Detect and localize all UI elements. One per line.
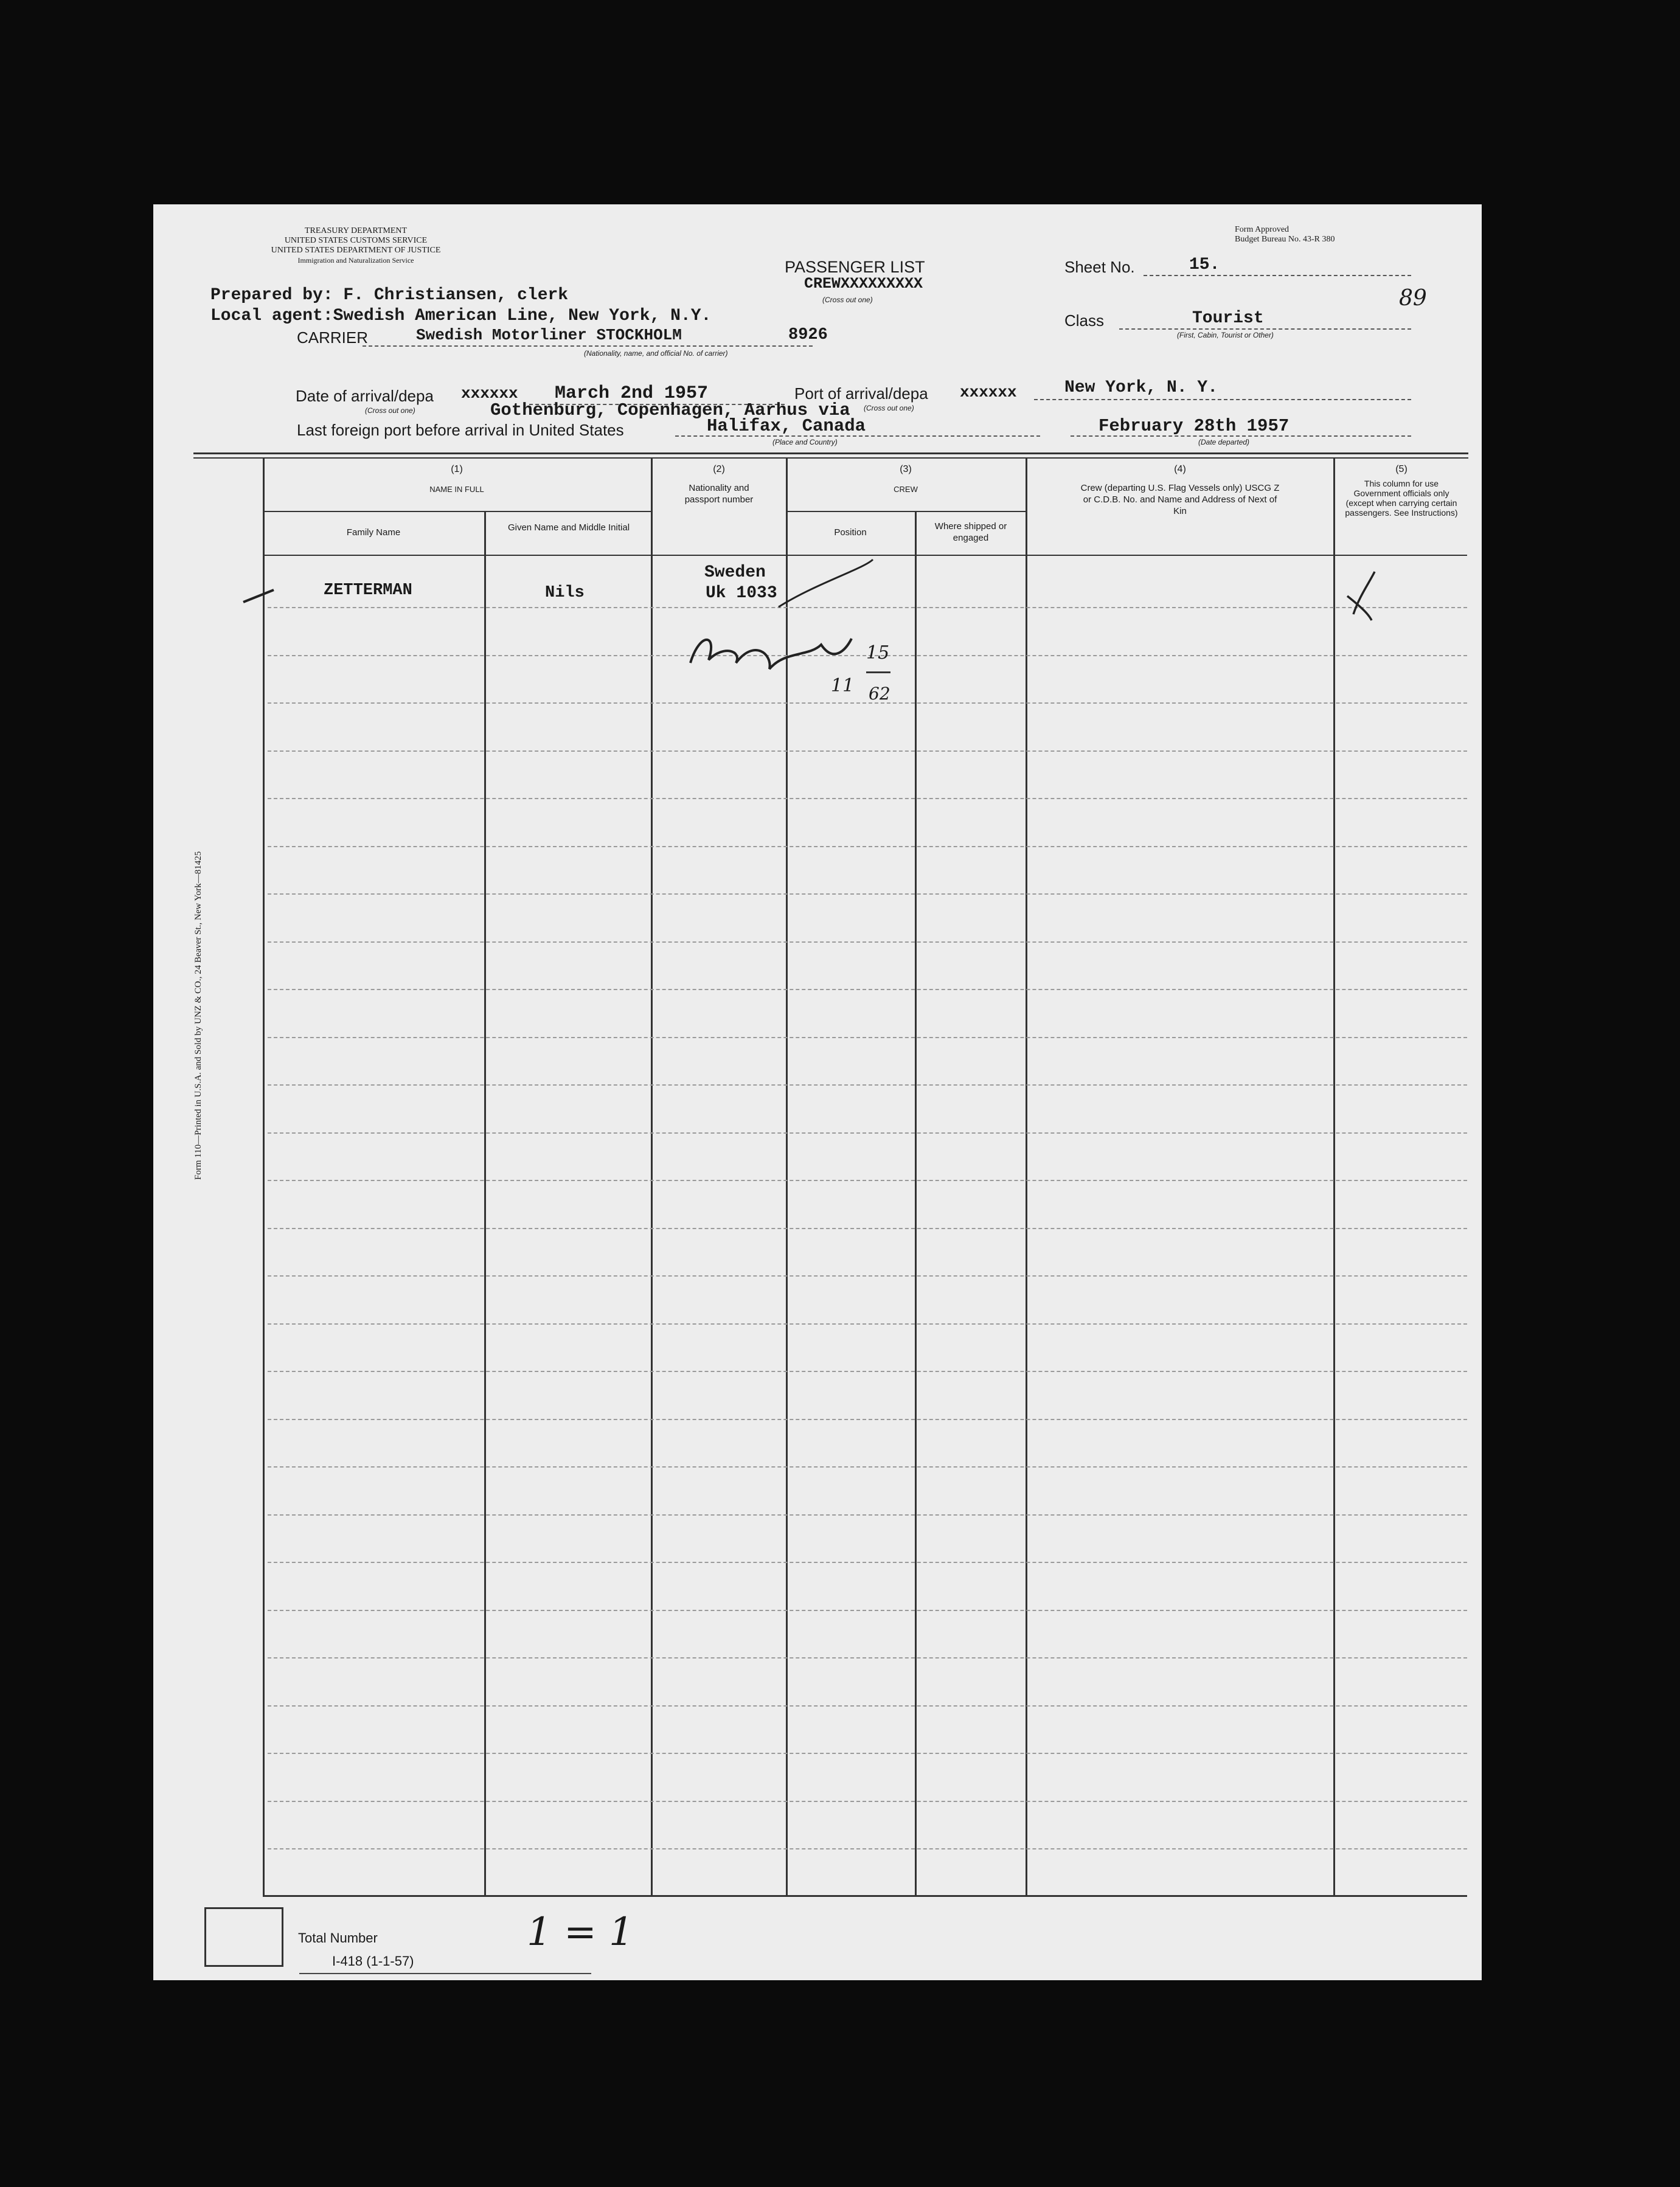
total-tally: 1 = 1 xyxy=(527,1910,634,1955)
last-port-label: Last foreign port before arrival in United States xyxy=(297,421,624,439)
table-row-rule xyxy=(268,1705,1467,1707)
fraction-bar xyxy=(866,671,890,673)
table-row-rule xyxy=(268,1466,1467,1468)
col2-number: (2) xyxy=(713,464,725,474)
col-divider-4 xyxy=(915,511,917,1896)
col2-header xyxy=(654,463,783,505)
department-block xyxy=(255,226,456,265)
col3a-header: Position xyxy=(834,527,867,538)
dept-customs: UNITED STATES CUSTOMS SERVICE xyxy=(284,236,428,245)
table-row-rule xyxy=(268,1275,1467,1277)
date-cross-hint: (Cross out one) xyxy=(365,406,415,415)
column5-mark xyxy=(1347,572,1375,620)
table-row-rule xyxy=(268,893,1467,895)
place-hint: (Place and Country) xyxy=(772,438,838,446)
table-row-rule xyxy=(268,1323,1467,1325)
carrier-number: 8926 xyxy=(788,326,828,344)
col3-number: (3) xyxy=(900,464,912,474)
date-arrival-label: Date of arrival/depa xyxy=(296,387,434,405)
cross-out-hint: (Cross out one) xyxy=(822,296,873,304)
col3-title: CREW xyxy=(894,485,918,494)
col4-title: Crew (departing U.S. Flag Vessels only) USCG Z or C.D.B. No. and Name and Address of Next of Kin xyxy=(1080,483,1280,516)
subheader-rule-1 xyxy=(263,511,651,512)
total-number-box xyxy=(204,1907,283,1967)
handwriting-marks xyxy=(237,547,1490,705)
list-title: PASSENGER LIST xyxy=(785,258,925,276)
table-row-rule xyxy=(268,1657,1467,1658)
budget-bureau-text: Budget Bureau No. 43-R 380 xyxy=(1235,235,1335,244)
date-arrival-value: March 2nd 1957 xyxy=(555,383,709,404)
port-cross-hint: (Cross out one) xyxy=(864,404,914,412)
col4-header xyxy=(1058,463,1302,517)
last-port-line1: Gothenburg, Copenhagen, Aarhus via xyxy=(490,400,850,420)
fraction-bottom: 62 xyxy=(869,684,890,704)
subheader-rule-3 xyxy=(786,511,1026,512)
carrier-label: CARRIER xyxy=(297,328,369,347)
crew-crossed: CREWXXXXXXXXX xyxy=(804,275,923,293)
signature-scribble xyxy=(690,639,852,669)
col3b-header: Where shipped or engaged xyxy=(934,521,1007,543)
fraction-mid: 11 xyxy=(831,675,855,696)
side-imprint: Form 110—Printed in U.S.A. and Sold by UNZ & CO., 24 Beaver St., New York—81425 xyxy=(193,851,203,1180)
table-row-rule xyxy=(268,1084,1467,1086)
table-row-rule xyxy=(268,1228,1467,1229)
carrier-value: Swedish Motorliner STOCKHOLM xyxy=(416,326,682,344)
table-bottom-rule xyxy=(263,1895,1467,1897)
port-arrival-value: New York, N. Y. xyxy=(1064,378,1218,397)
dept-justice: UNITED STATES DEPARTMENT OF JUSTICE xyxy=(271,246,441,255)
col-divider-1 xyxy=(484,511,486,1896)
col3-header xyxy=(786,463,1026,495)
table-top-rule xyxy=(193,452,1468,454)
last-port-line2: Halifax, Canada xyxy=(707,416,866,436)
form-approval xyxy=(1235,225,1335,244)
sheet-label: Sheet No. xyxy=(1064,258,1135,276)
footer-rule xyxy=(299,1973,591,1974)
col1a-header: Family Name xyxy=(346,527,401,538)
col5-header xyxy=(1341,463,1462,518)
total-number-label: Total Number xyxy=(298,1930,378,1946)
dept-immigration: Immigration and Naturalization Service xyxy=(297,256,414,265)
table-row-rule xyxy=(268,989,1467,990)
table-row-rule xyxy=(268,846,1467,847)
col1-title: NAME IN FULL xyxy=(429,485,484,494)
table-top-rule-2 xyxy=(193,457,1468,459)
col5-number: (5) xyxy=(1395,464,1408,474)
form-approved-text: Form Approved xyxy=(1235,225,1290,234)
table-row-rule xyxy=(268,1514,1467,1516)
table-row-rule xyxy=(268,1132,1467,1134)
table-row-rule xyxy=(268,1037,1467,1038)
col5-title: This column for use Government officials only (except when carrying certain passengers. See Instructions) xyxy=(1345,479,1458,518)
sheet-number: 15. xyxy=(1189,255,1220,274)
carrier-hint: (Nationality, name, and official No. of carrier) xyxy=(584,349,728,358)
col1-number: (1) xyxy=(451,464,463,474)
date-departed-hint: (Date departed) xyxy=(1198,438,1250,446)
table-row-rule xyxy=(268,798,1467,799)
table-row-rule xyxy=(268,1371,1467,1372)
class-label: Class xyxy=(1064,311,1105,330)
page-number: 89 xyxy=(1399,286,1427,311)
given-name-cell: Nils xyxy=(545,584,585,602)
col1-header xyxy=(263,463,651,495)
nationality-cell: Sweden xyxy=(704,563,766,582)
form-code: I-418 (1-1-57) xyxy=(332,1953,414,1969)
local-agent: Local agent:Swedish American Line, New York, N.Y. xyxy=(210,307,712,325)
class-hint: (First, Cabin, Tourist or Other) xyxy=(1177,331,1274,339)
prepared-by: Prepared by: F. Christiansen, clerk xyxy=(210,286,569,305)
family-name-cell: ZETTERMAN xyxy=(324,581,412,600)
col1b-header: Given Name and Middle Initial xyxy=(507,522,630,533)
fraction-top: 15 xyxy=(866,642,890,664)
col4-number: (4) xyxy=(1174,464,1186,474)
class-value: Tourist xyxy=(1192,309,1264,328)
date-departed: February 28th 1957 xyxy=(1099,416,1290,436)
col2-title: Nationality and passport number xyxy=(684,483,754,505)
table-row-rule xyxy=(268,1848,1467,1849)
table-row-rule xyxy=(268,1180,1467,1181)
table-row-rule xyxy=(268,1801,1467,1802)
passport-cell: Uk 1033 xyxy=(706,584,777,603)
table-row-rule xyxy=(268,1562,1467,1563)
table-row-rule xyxy=(268,750,1467,752)
table-row-rule xyxy=(268,1753,1467,1754)
port-arrival-label: Port of arrival/depa xyxy=(794,384,928,403)
table-row-rule xyxy=(268,1610,1467,1611)
date-crossed: xxxxxx xyxy=(461,384,518,403)
port-crossed: xxxxxx xyxy=(960,383,1017,401)
table-row-rule xyxy=(268,1419,1467,1420)
table-row-rule xyxy=(268,941,1467,943)
dept-treasury: TREASURY DEPARTMENT xyxy=(304,226,408,235)
